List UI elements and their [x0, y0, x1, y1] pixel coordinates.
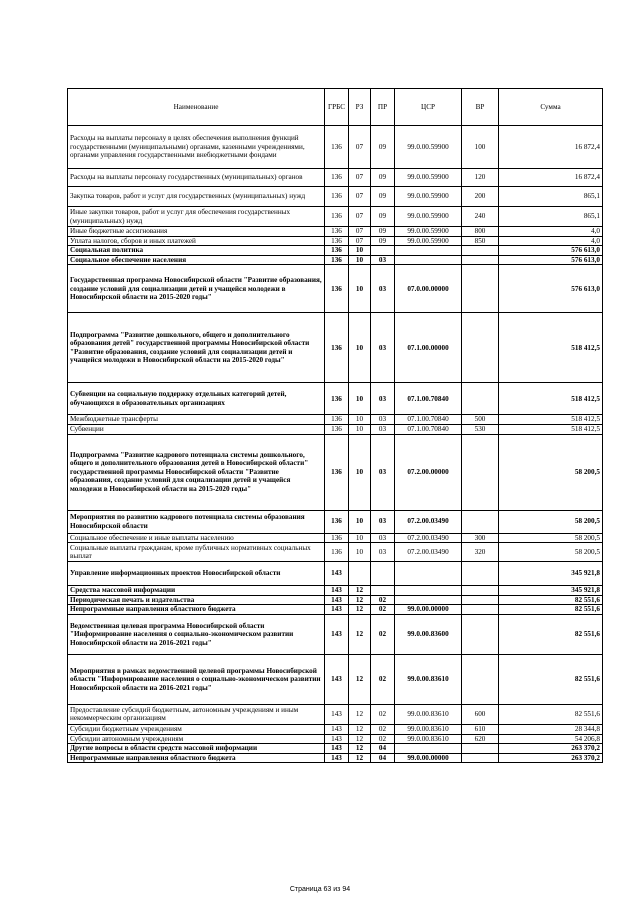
cell-pr: 09: [371, 236, 395, 246]
cell-rz: 10: [349, 313, 371, 383]
table-row: [68, 246, 603, 256]
cell-rz: 12: [349, 654, 371, 704]
cell-name: Другие вопросы в области средств массовой информации: [68, 744, 325, 754]
cell-pr: 04: [371, 753, 395, 763]
table-row: [68, 595, 603, 605]
cell-vr: [462, 383, 499, 415]
table-row: [68, 605, 603, 615]
cell-name: Расходы на выплаты персоналу в целях обеспечения выполнения функций государственными (муниципальными) органами, казенными учреждениями, органами управления государственными внебюджетными фондами: [68, 126, 325, 169]
cell-sum: 82 551,6: [499, 605, 603, 615]
cell-rz: 12: [349, 753, 371, 763]
cell-sum: 16 872,4: [499, 126, 603, 169]
cell-sum: 518 412,5: [499, 383, 603, 415]
cell-vr: 500: [462, 415, 499, 425]
cell-vr: [462, 654, 499, 704]
cell-pr: 03: [371, 383, 395, 415]
cell-csr: 99.0.00.00000: [395, 605, 462, 615]
cell-name: Расходы на выплаты персоналу государственных (муниципальных) органов: [68, 169, 325, 187]
cell-sum: 82 551,6: [499, 654, 603, 704]
cell-name: Иные закупки товаров, работ и услуг для обеспечения государственных (муниципальных) нужд: [68, 207, 325, 227]
table-row: [68, 654, 603, 704]
cell-rz: 07: [349, 169, 371, 187]
cell-vr: [462, 255, 499, 265]
cell-name: Уплата налогов, сборов и иных платежей: [68, 236, 325, 246]
cell-grbs: 136: [325, 313, 349, 383]
cell-pr: 03: [371, 510, 395, 533]
cell-sum: 58 200,5: [499, 533, 603, 543]
cell-name: Субсидии автономным учреждениям: [68, 734, 325, 744]
cell-vr: [462, 744, 499, 754]
cell-sum: 82 551,6: [499, 614, 603, 654]
cell-pr: 02: [371, 595, 395, 605]
cell-csr: 99.0.00.83600: [395, 614, 462, 654]
cell-pr: 02: [371, 605, 395, 615]
cell-pr: 03: [371, 434, 395, 510]
table-row: [68, 753, 603, 763]
cell-vr: 850: [462, 236, 499, 246]
cell-pr: 02: [371, 704, 395, 724]
table-row: [68, 744, 603, 754]
cell-sum: 54 206,8: [499, 734, 603, 744]
cell-sum: 82 551,6: [499, 595, 603, 605]
budget-table: [67, 88, 603, 763]
cell-pr: 03: [371, 543, 395, 562]
cell-sum: 82 551,6: [499, 704, 603, 724]
cell-pr: 03: [371, 415, 395, 425]
cell-grbs: 143: [325, 614, 349, 654]
cell-name: Средства массовой информации: [68, 586, 325, 596]
cell-sum: 58 200,5: [499, 510, 603, 533]
cell-pr: 09: [371, 169, 395, 187]
cell-vr: 800: [462, 227, 499, 237]
cell-grbs: 136: [325, 227, 349, 237]
cell-vr: 600: [462, 704, 499, 724]
cell-rz: 12: [349, 704, 371, 724]
cell-vr: [462, 510, 499, 533]
cell-sum: 58 200,5: [499, 543, 603, 562]
table-row: [68, 510, 603, 533]
cell-sum: 345 921,8: [499, 586, 603, 596]
cell-grbs: 136: [325, 424, 349, 434]
cell-pr: 09: [371, 126, 395, 169]
cell-sum: 576 613,0: [499, 255, 603, 265]
cell-pr: [371, 586, 395, 596]
cell-grbs: 136: [325, 169, 349, 187]
cell-vr: 300: [462, 533, 499, 543]
cell-sum: 518 412,5: [499, 415, 603, 425]
table-row: [68, 169, 603, 187]
cell-name: Непрограммные направления областного бюджета: [68, 605, 325, 615]
cell-grbs: 143: [325, 753, 349, 763]
header-sum: Сумма: [499, 89, 603, 126]
cell-csr: 07.1.00.70840: [395, 424, 462, 434]
table-row: [68, 543, 603, 562]
cell-grbs: 143: [325, 562, 349, 586]
cell-pr: 02: [371, 734, 395, 744]
table-row: [68, 383, 603, 415]
cell-vr: [462, 246, 499, 256]
cell-rz: 12: [349, 734, 371, 744]
cell-rz: 10: [349, 415, 371, 425]
table-row: [68, 415, 603, 425]
cell-csr: 99.0.00.59900: [395, 126, 462, 169]
cell-pr: [371, 562, 395, 586]
cell-pr: 03: [371, 255, 395, 265]
cell-vr: [462, 614, 499, 654]
cell-pr: 09: [371, 207, 395, 227]
cell-rz: 12: [349, 605, 371, 615]
cell-grbs: 136: [325, 255, 349, 265]
cell-pr: [371, 246, 395, 256]
cell-name: Предоставление субсидий бюджетным, автономным учреждениям и иным некоммерческим организациям: [68, 704, 325, 724]
cell-name: Непрограммные направления областного бюджета: [68, 753, 325, 763]
cell-name: Государственная программа Новосибирской области "Развитие образования, создание условий для социализации детей и учащейся молодежи в Новосибирской области на 2015-2020 годы": [68, 265, 325, 313]
table-row: [68, 434, 603, 510]
table-row: [68, 586, 603, 596]
cell-vr: [462, 753, 499, 763]
cell-sum: 16 872,4: [499, 169, 603, 187]
table-row: [68, 614, 603, 654]
cell-vr: 100: [462, 126, 499, 169]
cell-rz: 10: [349, 246, 371, 256]
cell-rz: 12: [349, 744, 371, 754]
header-csr: ЦСР: [395, 89, 462, 126]
cell-pr: 03: [371, 313, 395, 383]
table-row: [68, 562, 603, 586]
cell-grbs: 136: [325, 510, 349, 533]
cell-csr: 07.1.00.00000: [395, 313, 462, 383]
cell-pr: 02: [371, 724, 395, 734]
cell-name: Закупка товаров, работ и услуг для государственных (муниципальных) нужд: [68, 187, 325, 207]
cell-pr: 09: [371, 187, 395, 207]
cell-name: Социальное обеспечение населения: [68, 255, 325, 265]
table-row: [68, 255, 603, 265]
cell-vr: 320: [462, 543, 499, 562]
cell-vr: [462, 265, 499, 313]
cell-grbs: 143: [325, 734, 349, 744]
cell-pr: 04: [371, 744, 395, 754]
cell-vr: 530: [462, 424, 499, 434]
cell-grbs: 143: [325, 724, 349, 734]
table-row: [68, 313, 603, 383]
table-body: [68, 126, 603, 763]
cell-rz: 10: [349, 265, 371, 313]
cell-rz: 12: [349, 724, 371, 734]
cell-name: Подпрограмма "Развитие дошкольного, общего и дополнительного образования детей" государственной программы Новосибирской области "Развитие образования, создание условий для социализации детей и учащейся молодежи в Новосибирской области на 2015-2020 годы": [68, 313, 325, 383]
cell-rz: 10: [349, 543, 371, 562]
table-row: [68, 187, 603, 207]
cell-vr: [462, 434, 499, 510]
header-vr: ВР: [462, 89, 499, 126]
cell-grbs: 136: [325, 207, 349, 227]
cell-rz: 10: [349, 434, 371, 510]
cell-name: Управление информационных проектов Новосибирской области: [68, 562, 325, 586]
cell-csr: 07.0.00.00000: [395, 265, 462, 313]
cell-csr: 07.1.00.70840: [395, 415, 462, 425]
cell-csr: 99.0.00.83610: [395, 734, 462, 744]
cell-pr: 02: [371, 614, 395, 654]
cell-grbs: 143: [325, 654, 349, 704]
cell-grbs: 143: [325, 605, 349, 615]
cell-sum: 28 344,8: [499, 724, 603, 734]
cell-pr: 03: [371, 533, 395, 543]
cell-pr: 09: [371, 227, 395, 237]
cell-pr: 02: [371, 654, 395, 704]
cell-vr: [462, 313, 499, 383]
cell-rz: 12: [349, 586, 371, 596]
cell-grbs: 143: [325, 595, 349, 605]
cell-name: Субвенции: [68, 424, 325, 434]
cell-csr: 99.0.00.59900: [395, 236, 462, 246]
cell-name: Ведомственная целевая программа Новосибирской области "Информирование населения о социально-экономическом развитии Новосибирской области на 2016-2021 годы": [68, 614, 325, 654]
cell-csr: [395, 562, 462, 586]
cell-csr: 99.0.00.59900: [395, 227, 462, 237]
cell-name: Социальные выплаты гражданам, кроме публичных нормативных социальных выплат: [68, 543, 325, 562]
cell-sum: 576 613,0: [499, 265, 603, 313]
cell-grbs: 136: [325, 415, 349, 425]
table-row: [68, 207, 603, 227]
cell-rz: 10: [349, 510, 371, 533]
cell-grbs: 136: [325, 236, 349, 246]
cell-name: Социальное обеспечение и иные выплаты населению: [68, 533, 325, 543]
cell-csr: 07.2.00.03490: [395, 510, 462, 533]
cell-vr: [462, 586, 499, 596]
table-row: [68, 236, 603, 246]
cell-csr: 99.0.00.83610: [395, 724, 462, 734]
cell-sum: 576 613,0: [499, 246, 603, 256]
cell-vr: [462, 562, 499, 586]
cell-csr: [395, 246, 462, 256]
cell-csr: [395, 744, 462, 754]
cell-rz: 10: [349, 533, 371, 543]
table-row: [68, 265, 603, 313]
cell-csr: 99.0.00.59900: [395, 187, 462, 207]
cell-grbs: 143: [325, 744, 349, 754]
table-row: [68, 533, 603, 543]
cell-rz: [349, 562, 371, 586]
cell-sum: 345 921,8: [499, 562, 603, 586]
page-footer: Страница 63 из 94: [289, 886, 351, 893]
cell-sum: 865,1: [499, 187, 603, 207]
cell-sum: 518 412,5: [499, 313, 603, 383]
cell-vr: [462, 605, 499, 615]
cell-rz: 07: [349, 236, 371, 246]
cell-name: Подпрограмма "Развитие кадрового потенциала системы дошкольного, общего и дополнительного образования детей в Новосибирской области" государственной программы Новосибирской области "Развитие образования, создание условий для социализации детей и учащейся молодежи в Новосибирской области на 2015-2020 годы": [68, 434, 325, 510]
cell-sum: 263 370,2: [499, 744, 603, 754]
cell-rz: 07: [349, 227, 371, 237]
cell-grbs: 136: [325, 434, 349, 510]
cell-vr: 240: [462, 207, 499, 227]
cell-rz: 10: [349, 255, 371, 265]
header-name: Наименование: [68, 89, 325, 126]
cell-pr: 03: [371, 424, 395, 434]
cell-grbs: 136: [325, 187, 349, 207]
cell-name: Иные бюджетные ассигнования: [68, 227, 325, 237]
cell-csr: [395, 586, 462, 596]
cell-csr: 07.2.00.03490: [395, 543, 462, 562]
cell-csr: 99.0.00.83610: [395, 654, 462, 704]
cell-grbs: 136: [325, 383, 349, 415]
cell-grbs: 143: [325, 704, 349, 724]
cell-rz: 07: [349, 207, 371, 227]
cell-rz: 10: [349, 424, 371, 434]
cell-csr: [395, 255, 462, 265]
cell-rz: 07: [349, 187, 371, 207]
cell-vr: 120: [462, 169, 499, 187]
cell-sum: 4,0: [499, 236, 603, 246]
cell-name: Мероприятия в рамках ведомственной целевой программы Новосибирской области "Информирование населения о социально-экономическом развитии Новосибирской области на 2016-2021 годы": [68, 654, 325, 704]
header-grbs: ГРБС: [325, 89, 349, 126]
table-header-row: [68, 89, 603, 126]
cell-rz: 12: [349, 595, 371, 605]
cell-grbs: 136: [325, 246, 349, 256]
table-row: [68, 734, 603, 744]
cell-name: Субвенции на социальную поддержку отдельных категорий детей, обучающихся в образовательных организациях: [68, 383, 325, 415]
cell-name: Мероприятия по развитию кадрового потенциала системы образования Новосибирской области: [68, 510, 325, 533]
cell-name: Социальная политика: [68, 246, 325, 256]
cell-grbs: 136: [325, 543, 349, 562]
table-row: [68, 424, 603, 434]
cell-sum: 865,1: [499, 207, 603, 227]
cell-sum: 58 200,5: [499, 434, 603, 510]
table-row: [68, 724, 603, 734]
cell-grbs: 136: [325, 126, 349, 169]
cell-rz: 12: [349, 614, 371, 654]
header-pr: ПР: [371, 89, 395, 126]
table-row: [68, 704, 603, 724]
table-row: [68, 227, 603, 237]
header-rz: РЗ: [349, 89, 371, 126]
cell-name: Периодическая печать и издательства: [68, 595, 325, 605]
cell-pr: 03: [371, 265, 395, 313]
cell-name: Межбюджетные трансферты: [68, 415, 325, 425]
cell-csr: 07.2.00.03490: [395, 533, 462, 543]
cell-vr: 200: [462, 187, 499, 207]
cell-rz: 07: [349, 126, 371, 169]
cell-csr: 07.2.00.00000: [395, 434, 462, 510]
cell-csr: [395, 595, 462, 605]
cell-grbs: 143: [325, 586, 349, 596]
cell-sum: 263 370,2: [499, 753, 603, 763]
cell-vr: 610: [462, 724, 499, 734]
cell-csr: 99.0.00.00000: [395, 753, 462, 763]
cell-grbs: 136: [325, 265, 349, 313]
cell-vr: 620: [462, 734, 499, 744]
cell-sum: 518 412,5: [499, 424, 603, 434]
cell-sum: 4,0: [499, 227, 603, 237]
cell-vr: [462, 595, 499, 605]
table-row: [68, 126, 603, 169]
cell-csr: 99.0.00.83610: [395, 704, 462, 724]
cell-csr: 07.1.00.70840: [395, 383, 462, 415]
cell-csr: 99.0.00.59900: [395, 169, 462, 187]
cell-grbs: 136: [325, 533, 349, 543]
cell-name: Субсидии бюджетным учреждениям: [68, 724, 325, 734]
cell-rz: 10: [349, 383, 371, 415]
cell-csr: 99.0.00.59900: [395, 207, 462, 227]
